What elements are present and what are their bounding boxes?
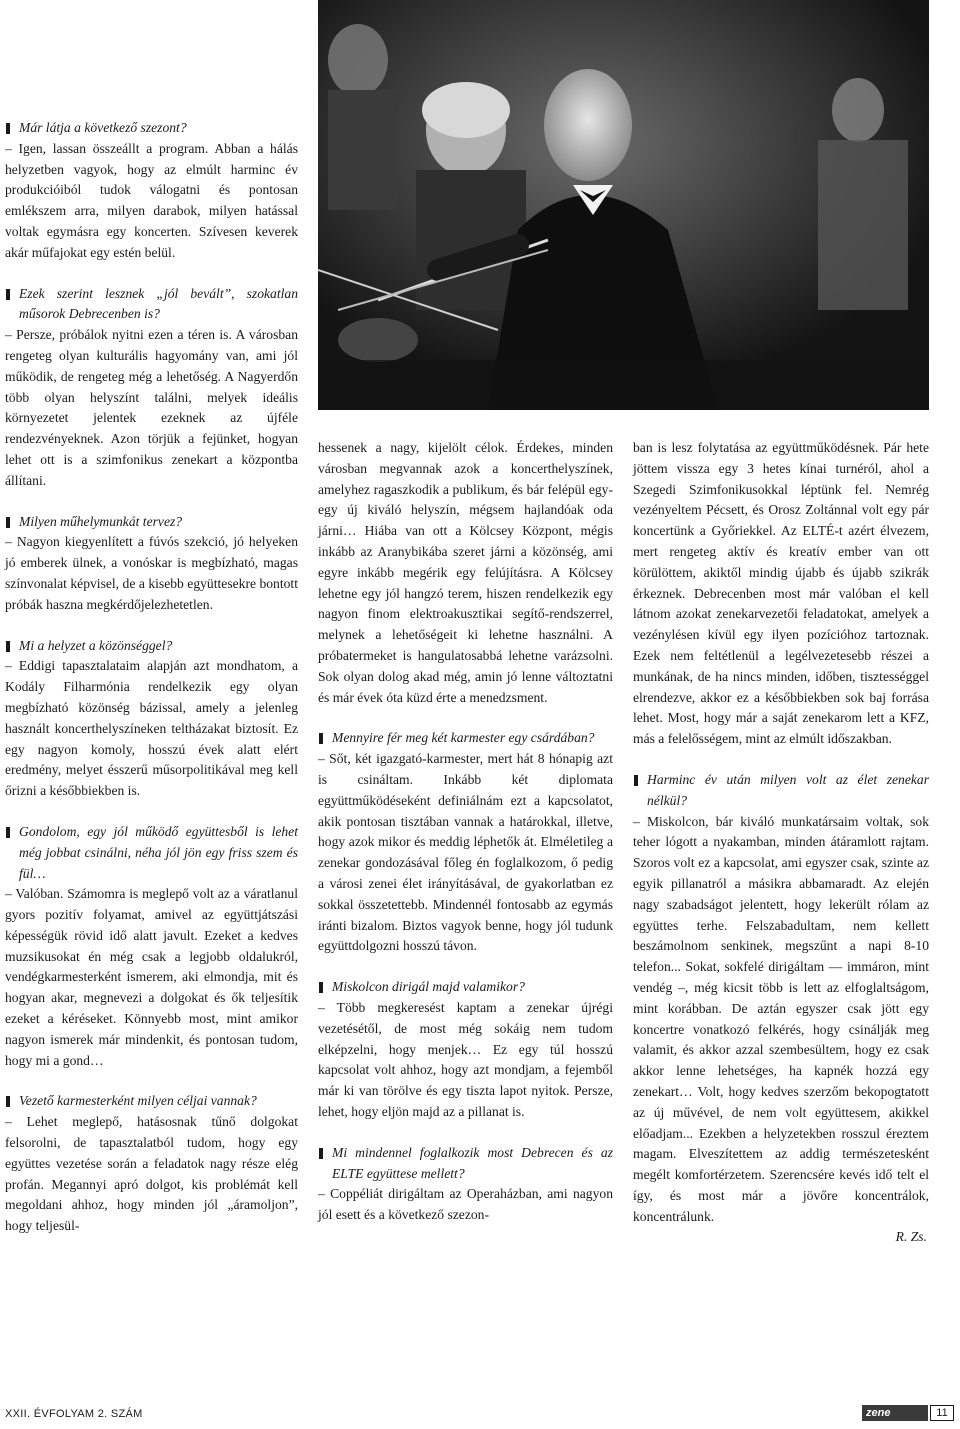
question-text: Mennyire fér meg két karmester egy csárdában? <box>332 730 595 746</box>
interview-question <box>633 770 929 812</box>
interview-question <box>5 1091 298 1112</box>
question-marker-icon <box>634 775 638 786</box>
question-text: Miskolcon dirigál majd valamikor? <box>332 979 525 995</box>
photo-illustration <box>318 0 929 410</box>
interview-question <box>318 977 613 998</box>
interview-question <box>5 636 298 657</box>
question-text: Milyen műhelymunkát tervez? <box>19 513 183 529</box>
interview-answer: – Lehet meglepő, hatásosnak tűnő dolgokat felsorolni, de tapasztalatból tudom, hogy egy együttes vezetése során a feladatok nagy része elég profán. Megannyi apró dolgot, kis problémát kell megoldani ahhoz, hogy minden jól „áramoljon”, hogy teljesül- <box>5 1114 298 1234</box>
interview-answer: ban is lesz folytatása az együttműködésnek. Pár hete jöttem vissza egy 3 hetes kínai turnéról, ahol a Szegedi Szimfonikusokkal léptünk fel. Nemrég vezényeltem Pécsett, és Orosz Zoltánnal volt egy pár koncertünk a Győriekkel. Az ELTÉ-t azért élvezem, mert rengeteg aktív és kreatív ember van ott körülöttem, akiktől mindig újabb és újabb szikrák érkeznek. Debrecenben most már valóban el kell látnom azokat zenekarvezetői feladatokat, amelyek a vezénylésen kívül egy ilyen pozícióhoz tartoznak. Ezek nem feltétlenül a legélvezetesebb részei a munkának, de ha nincs minden, időben, tisztességgel elrendezve, akkor ez a későbbiekben sok baj forrása lehet. Most, hogy már a saját zenekarom lett a KFZ, más a felelősségem, mint az elmúlt időszakban. <box>633 440 929 747</box>
question-text: Mi a helyzet a közönséggel? <box>19 637 173 653</box>
interview-question <box>5 512 298 533</box>
interview-answer: – Sőt, két igazgató-karmester, mert hát 8 hónapig azt is csináltam. Inkább két diplomata együttműködéseként definiálnám ezt a kapcsolatot, akik pontosan tisztában vannak a határokkal, illetve, hogy azok mikor és meddig léphetők át. Elméletileg a zenekar gondozásával főleg én foglalkozom, ő pedig a városi zenei élet irányításával, de gyakorlatban ez sokkal összetettebb. Mindennél fontosabb az egymás iránti bizalom. Biztos vagyok benne, hogy jól tudunk együttdolgozni hosszú távon. <box>318 751 613 954</box>
author-signature: R. Zs. <box>895 1229 927 1245</box>
question-marker-icon <box>6 123 10 134</box>
page-number: 11 <box>930 1405 954 1421</box>
question-text: Harminc év után milyen volt az élet zenekar nélkül? <box>647 771 929 808</box>
issue-label: XXII. ÉVFOLYAM 2. SZÁM <box>5 1408 143 1420</box>
question-marker-icon <box>319 982 323 993</box>
question-marker-icon <box>6 641 10 652</box>
question-text: Mi mindennel foglalkozik most Debrecen és az ELTE együttese mellett? <box>332 1144 613 1181</box>
interview-answer: – Igen, lassan összeállt a program. Abban a hálás helyzetben vagyok, hogy az elmúlt harminc év produkcióiból tudok válogatni és pontosan emlékszem arra, milyen darabok, milyen hatással voltak egymásra egy koncerten. Szívesen keverek akár műfajokat egy estén belül. <box>5 140 298 260</box>
interview-answer: – Több megkeresést kaptam a zenekar újrégi vezetésétől, de most még sokáig nem tudom elképzelni, hogy menjek… Ez egy túl hosszú kapcsolat volt ahhoz, hogy azt mondjam, a fejemből már ki van törölve és egy tiszta lapot nyitok. Persze, lehet, hogy eljön majd az a pillanat is. <box>318 999 613 1119</box>
interview-answer: – Coppéliát dirigáltam az Operaházban, ami nagyon jól esett és a következő szezon- <box>318 1186 613 1223</box>
interview-answer: – Miskolcon, bár kiváló munkatársaim voltak, sok teher lógott a nyakamban, minden átáramlott rajtam. Szoros volt ez a kapcsolat, ami egyszer csak, szinte az egyik pillanatról a másikra abbamaradt. Az elején nagy szabadságot jelentett, hogy lekerült rólam az együttes terhe. Felszabadultam, nem kellett beszámolnom senkinek, megszűnt a napi 8-10 telefon... Sokat, sokfelé dirigáltam — immáron, mint vendég –, még kicsit több is lett az elfoglaltságom, mint korábban. De aztán egyszer csak jött egy koncertre vonatkozó felkérés, hogy csinálják meg valamit, és akkor azzal szembesültem, hogy ez csak akkor lenne lehetséges, ha kapnék hozzá egy zenekart… Volt, hogy kedves szerzőm bekopogtatott az új művével, de nem volt együttesem, akikkel előadjam... Ezekben a helyzetekben rosszul éreztem magam. Elveszítettem az addig természetesként megélt komfortérzetem. Szerencsére kevés idő telt el így, és most már a jövőre koncentrálok, koncentrálunk. <box>633 813 929 1224</box>
interview-answer: – Persze, próbálok nyitni ezen a téren is. A városban rengeteg olyan kulturális hagyomány van, ami jól működik, de rengeteg még a lehetőség. A Nagyerdőn több olyan helyszínt találni, melyek ideális környezetet jelentek ezeknek az újféle rendezvényeknek. Azon törjük a fejünket, hogyan lehet ott is a szimfonikus zenekart a központba állítani. <box>5 327 298 488</box>
interview-answer: – Eddigi tapasztalataim alapján azt mondhatom, a Kodály Filharmónia rendelkezik egy olyan megbízható közönség bázissal, amely a jelenleg használt koncerthelyszíneken teltházakat biztosít. Ez egy nagyon komoly, hosszú évek alatt elért eredmény, melyet ésszerű műsorpolitikával meg kell őrizni a későbbiekben is. <box>5 658 298 799</box>
interview-answer: hessenek a nagy, kijelölt célok. Érdekes, minden városban megvannak azok a koncerthelyszínek, amelyhez ragaszkodik a publikum, és bár felépül egy-egy új kiváló helyszín, mégsem hajlandóak oda járni… Hiába van ott a Kölcsey Központ, mégis inkább az Aranybikába szeret járni a közönség, ami egyre inkább megérik egy felújításra. A Kölcsey lehetne egy jól hangzó terem, hiszen rendelkezik egy nagyon finom elektroakusztikai segítő-rendszerrel, melynek a lehetőségeit ki lehetne használni. A próbatermeket is hangulatosabbá lehetne varázsolni. Sok olyan dolog akad még, amin jó lenne változtatni és már évek óta küzd érte a menedzsment. <box>318 440 613 705</box>
question-marker-icon <box>6 1096 10 1107</box>
question-text: Gondolom, egy jól működő együttesből is lehet még jobbat csinálni, néha jól jön egy friss szem és fül… <box>19 823 298 881</box>
interview-answer: – Valóban. Számomra is meglepő volt az a váratlanul gyors pozitív folyamat, amivel az együttjátszási képességük rövid idő alatt javult. Ezeket a kedves muzsikusokat én még csak a legjobb oldalukról, vendégkarmesterként ismerem, aki elmondja, mit és hogyan akar, megnevezi a dolgokat és ők teljesítik ezeket a kéréseket. Könnyebb most, mint amikor nagyon ismerek már mindenkit, és pontosan tudom, hogy mi a gond… <box>5 886 298 1068</box>
question-text: Már látja a következő szezont? <box>19 120 187 135</box>
question-text: Ezek szerint lesznek „jól bevált”, szokatlan műsorok Debrecenben is? <box>19 285 298 322</box>
interview-question <box>318 728 613 749</box>
question-marker-icon <box>6 827 10 838</box>
question-marker-icon <box>319 1148 323 1159</box>
article-column-middle <box>318 438 613 1226</box>
interview-question <box>5 822 298 884</box>
question-marker-icon <box>319 733 323 744</box>
interview-question <box>5 118 298 139</box>
interview-question <box>318 1143 613 1185</box>
article-column-left <box>5 118 298 1237</box>
magazine-logo: zene <box>862 1405 928 1421</box>
question-marker-icon <box>6 289 10 300</box>
question-text: Vezető karmesterként milyen céljai vannak? <box>19 1093 257 1109</box>
conductor-photo <box>318 0 929 410</box>
interview-question <box>5 284 298 326</box>
question-marker-icon <box>6 517 10 528</box>
article-column-right <box>633 438 929 1248</box>
interview-answer: – Nagyon kiegyenlített a fúvós szekció, jó helyeken jó emberek ülnek, a vonóskar is megbízható, magas színvonalat képvisel, de a kisebb együttesekre bontott próbák haszna megkérdőjelezhetetlen. <box>5 534 298 612</box>
